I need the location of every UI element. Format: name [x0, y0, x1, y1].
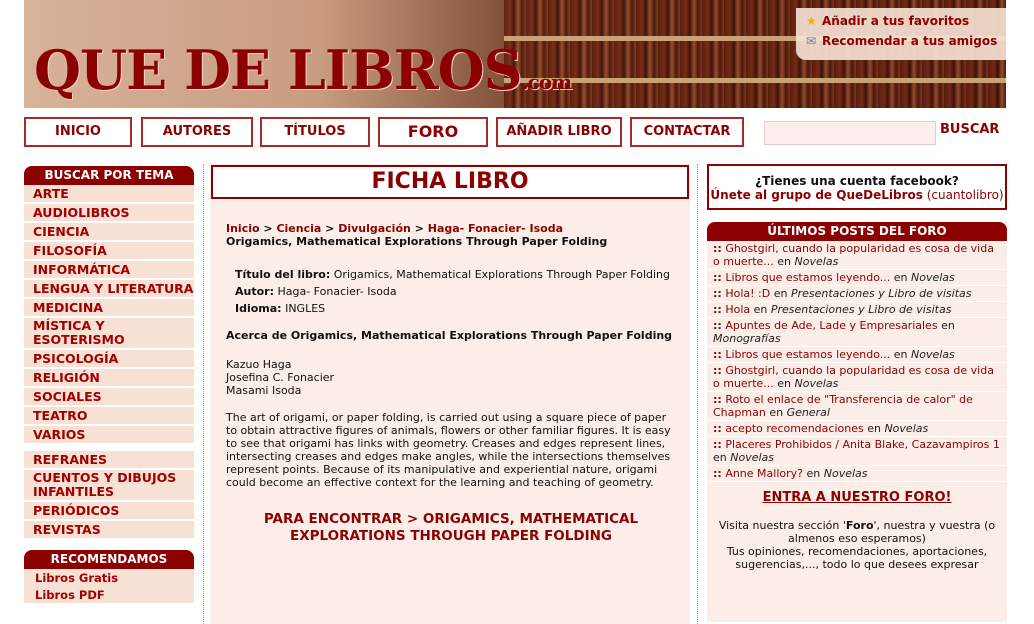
star-icon: ★	[806, 14, 817, 28]
bullet-icon: ::	[713, 303, 722, 316]
topic-ciencia[interactable]: CIENCIA	[24, 223, 194, 242]
divider	[697, 164, 698, 624]
divider	[203, 164, 204, 624]
left-sidebar	[24, 166, 194, 603]
nav-foro[interactable]: FORO	[378, 117, 488, 147]
envelope-icon: ✉	[806, 34, 817, 48]
post-connector: en	[713, 451, 727, 464]
post-connector: en	[773, 287, 788, 300]
topics-header: BUSCAR POR TEMA	[24, 166, 194, 185]
forum-post	[707, 392, 1007, 421]
topic-varios[interactable]: VARIOS	[24, 426, 194, 445]
topic-sociales[interactable]: SOCIALES	[24, 388, 194, 407]
nav-autores[interactable]: AUTORES	[141, 117, 253, 147]
search-input[interactable]	[764, 121, 936, 145]
breadcrumb-sep: >	[259, 222, 277, 235]
topic-audiolibros[interactable]: AUDIOLIBROS	[24, 204, 194, 223]
visit-foro: Foro	[845, 519, 874, 532]
bullet-icon: ::	[713, 393, 722, 406]
page-title: FICHA LIBRO	[211, 165, 689, 199]
extra-cuentos[interactable]: CUENTOS Y DIBUJOS INFANTILES	[24, 470, 194, 502]
recommend-label: Recomendar a tus amigos	[822, 34, 998, 48]
bullet-icon: ::	[713, 364, 722, 377]
forum-post-category[interactable]: Novelas	[823, 467, 868, 480]
bullet-icon: ::	[713, 467, 722, 480]
site-header	[24, 0, 1006, 108]
forum-post-link[interactable]: Ghostgirl, cuando la popularidad es cosa de vida o muerte...	[713, 242, 994, 268]
author-row	[235, 285, 676, 298]
post-connector: en	[777, 255, 792, 268]
nav-inicio[interactable]: INICIO	[24, 117, 132, 147]
rec-libros-gratis[interactable]: Libros Gratis	[24, 569, 194, 586]
about-heading: Acerca de Origamics, Mathematical Explorations Through Paper Folding	[226, 329, 673, 342]
author-name: Kazuo Haga	[226, 358, 292, 371]
forum-post-link[interactable]: Apuntes de Ade, Lade y Empresariales	[725, 319, 938, 332]
forum-post-category[interactable]: Novelas	[730, 451, 775, 464]
author-value: Haga- Fonacier- Isoda	[277, 285, 397, 298]
post-connector: en	[893, 271, 908, 284]
favorites-label: Añadir a tus favoritos	[822, 14, 970, 28]
nav-anadir-libro[interactable]: AÑADIR LIBRO	[496, 117, 622, 147]
bullet-icon: ::	[713, 287, 722, 300]
post-connector: en	[769, 406, 784, 419]
breadcrumb-inicio[interactable]: Inicio	[226, 222, 260, 235]
forum-post-category[interactable]: Presentaciones y Libro de visitas	[790, 287, 972, 300]
nav-contactar[interactable]: CONTACTAR	[630, 117, 744, 147]
bullet-icon: ::	[713, 438, 722, 451]
forum-post	[707, 347, 1007, 363]
extra-revistas[interactable]: REVISTAS	[24, 521, 194, 540]
facebook-join-link[interactable]: Únete al grupo de QueDeLibros	[710, 188, 923, 202]
nav-titulos[interactable]: TÍTULOS	[260, 117, 370, 147]
breadcrumb-author[interactable]: Haga- Fonacier- Isoda	[427, 222, 563, 235]
forum-post-link[interactable]: Hola! :D	[725, 287, 771, 300]
search-button[interactable]: BUSCAR	[940, 122, 1000, 137]
forum-post	[707, 302, 1007, 318]
forum-post	[707, 270, 1007, 286]
forum-cta-link[interactable]: ENTRA A NUESTRO FORO!	[762, 490, 952, 505]
bullet-icon: ::	[713, 319, 722, 332]
topic-religion[interactable]: RELIGIÓN	[24, 369, 194, 388]
site-logo[interactable]	[34, 40, 571, 108]
forum-post	[707, 363, 1007, 392]
breadcrumb-ciencia[interactable]: Ciencia	[276, 222, 322, 235]
author-name: Josefina C. Fonacier	[226, 371, 335, 384]
forum-post-category[interactable]: Novelas	[794, 255, 839, 268]
bullet-icon: ::	[713, 348, 722, 361]
logo-suffix: .com	[521, 70, 572, 94]
author-label: Autor:	[235, 285, 274, 298]
forum-post-category[interactable]: Novelas	[911, 271, 955, 284]
forum-post	[707, 318, 1007, 347]
topic-psicologia[interactable]: PSICOLOGÍA	[24, 350, 194, 369]
forum-post-category[interactable]: General	[786, 406, 830, 419]
post-connector: en	[867, 422, 881, 435]
forum-post	[707, 466, 1007, 482]
facebook-box	[707, 164, 1007, 210]
facebook-group-name[interactable]: (cuantolibro)	[926, 188, 1004, 202]
forum-post-link[interactable]: Libros que estamos leyendo...	[725, 271, 891, 284]
find-book-link[interactable]: PARA ENCONTRAR > ORIGAMICS, MATHEMATICAL EXPLORATIONS THROUGH PAPER FOLDING	[263, 511, 639, 544]
forum-post-category[interactable]: Novelas	[794, 377, 839, 390]
rec-libros-pdf[interactable]: Libros PDF	[24, 586, 194, 603]
forum-post-category[interactable]: Presentaciones y Libro de visitas	[770, 303, 952, 316]
visit-more: Tus opiniones, recomendaciones, aportaciones, sugerencias,..., todo lo que desees expresar	[726, 545, 988, 571]
topic-informatica[interactable]: INFORMÁTICA	[24, 261, 194, 280]
visit-text: ', nuestra y vuestra (o almenos eso esperamos)	[788, 519, 996, 545]
topic-mistica-esoterismo[interactable]: MÍSTICA Y ESOTERISMO	[24, 318, 194, 350]
forum-post-link[interactable]: Placeres Prohibidos / Anita Blake, Cazavampiros 1	[725, 438, 1000, 451]
recommend-header: RECOMENDAMOS	[24, 550, 194, 569]
topic-filosofia[interactable]: FILOSOFÍA	[24, 242, 194, 261]
book-description: The art of origami, or paper folding, is carried out using a square piece of paper to obtain attractive figures of animals, flowers or other familiar figures. It is easy to see that origami has links with geometry. Creases and edges represent lines, intersecting creases and edges make angles, while the intersections themselves represent points. Because of its manipulative and experiential nature, origami could become an effective context for the learning and teaching of geometry.	[226, 411, 671, 489]
title-value: Origamics, Mathematical Explorations Through Paper Folding	[333, 268, 670, 281]
topic-arte[interactable]: ARTE	[24, 185, 194, 204]
logo-text: QUE DE LIBROS	[34, 38, 522, 102]
right-sidebar	[707, 222, 1007, 622]
forum-post	[707, 286, 1007, 302]
topic-teatro[interactable]: TEATRO	[24, 407, 194, 426]
breadcrumb-divulgacion[interactable]: Divulgación	[338, 222, 411, 235]
extra-periodicos[interactable]: PERIÓDICOS	[24, 502, 194, 521]
topic-medicina[interactable]: MEDICINA	[24, 299, 194, 318]
forum-post	[707, 241, 1007, 270]
forum-post-link[interactable]: Roto el enlace de "Transferencia de calor" de Chapman	[713, 393, 973, 419]
forum-post-link[interactable]: Anne Mallory?	[725, 467, 803, 480]
forum-post-category[interactable]: Monografías	[713, 332, 781, 345]
facebook-question: ¿Tienes una cuenta facebook?	[755, 174, 959, 188]
forum-post-category[interactable]: Novelas	[911, 348, 955, 361]
main-nav	[24, 117, 1006, 147]
forum-posts-header: ÚLTIMOS POSTS DEL FORO	[707, 222, 1007, 241]
breadcrumb-sep: >	[410, 222, 428, 235]
author-name: Masami Isoda	[226, 384, 302, 397]
forum-post-category[interactable]: Novelas	[884, 422, 929, 435]
forum-post	[707, 437, 1007, 466]
bullet-icon: ::	[713, 422, 722, 435]
bullet-icon: ::	[713, 242, 722, 255]
book-info	[235, 268, 676, 315]
language-row	[235, 302, 676, 315]
facebook-join[interactable]	[709, 188, 1005, 202]
post-connector: en	[941, 319, 955, 332]
add-favorites-link[interactable]	[806, 14, 1006, 28]
forum-posts-list	[707, 241, 1007, 482]
topic-lengua-literatura[interactable]: LENGUA Y LITERATURA	[24, 280, 194, 299]
recommend-link[interactable]	[806, 34, 1006, 48]
breadcrumb-current: Origamics, Mathematical Explorations Through Paper Folding	[226, 235, 608, 248]
spacer	[24, 540, 194, 550]
book-content	[226, 222, 676, 545]
breadcrumb	[226, 222, 676, 248]
forum-post-link[interactable]: Ghostgirl, cuando la popularidad es cosa de vida o muerte...	[713, 364, 994, 390]
forum-description	[707, 519, 1007, 571]
breadcrumb-sep: >	[321, 222, 339, 235]
post-connector: en	[777, 377, 792, 390]
post-connector: en	[893, 348, 908, 361]
forum-post-link[interactable]: Libros que estamos leyendo...	[725, 348, 891, 361]
forum-post	[707, 421, 1007, 437]
visit-text: Visita nuestra sección '	[718, 519, 846, 532]
forum-post-link[interactable]: Hola	[725, 303, 751, 316]
title-row	[235, 268, 676, 281]
post-connector: en	[806, 467, 821, 480]
shelf-divider	[504, 78, 1006, 83]
extra-refranes[interactable]: REFRANES	[24, 451, 194, 470]
language-label: Idioma:	[235, 302, 282, 315]
bullet-icon: ::	[713, 271, 722, 284]
favorites-box	[796, 8, 1006, 60]
forum-post-link[interactable]: acepto recomendaciones	[725, 422, 864, 435]
title-label: Título del libro:	[235, 268, 331, 281]
post-connector: en	[753, 303, 768, 316]
language-value: INGLES	[285, 302, 326, 315]
authors-list	[226, 358, 676, 397]
